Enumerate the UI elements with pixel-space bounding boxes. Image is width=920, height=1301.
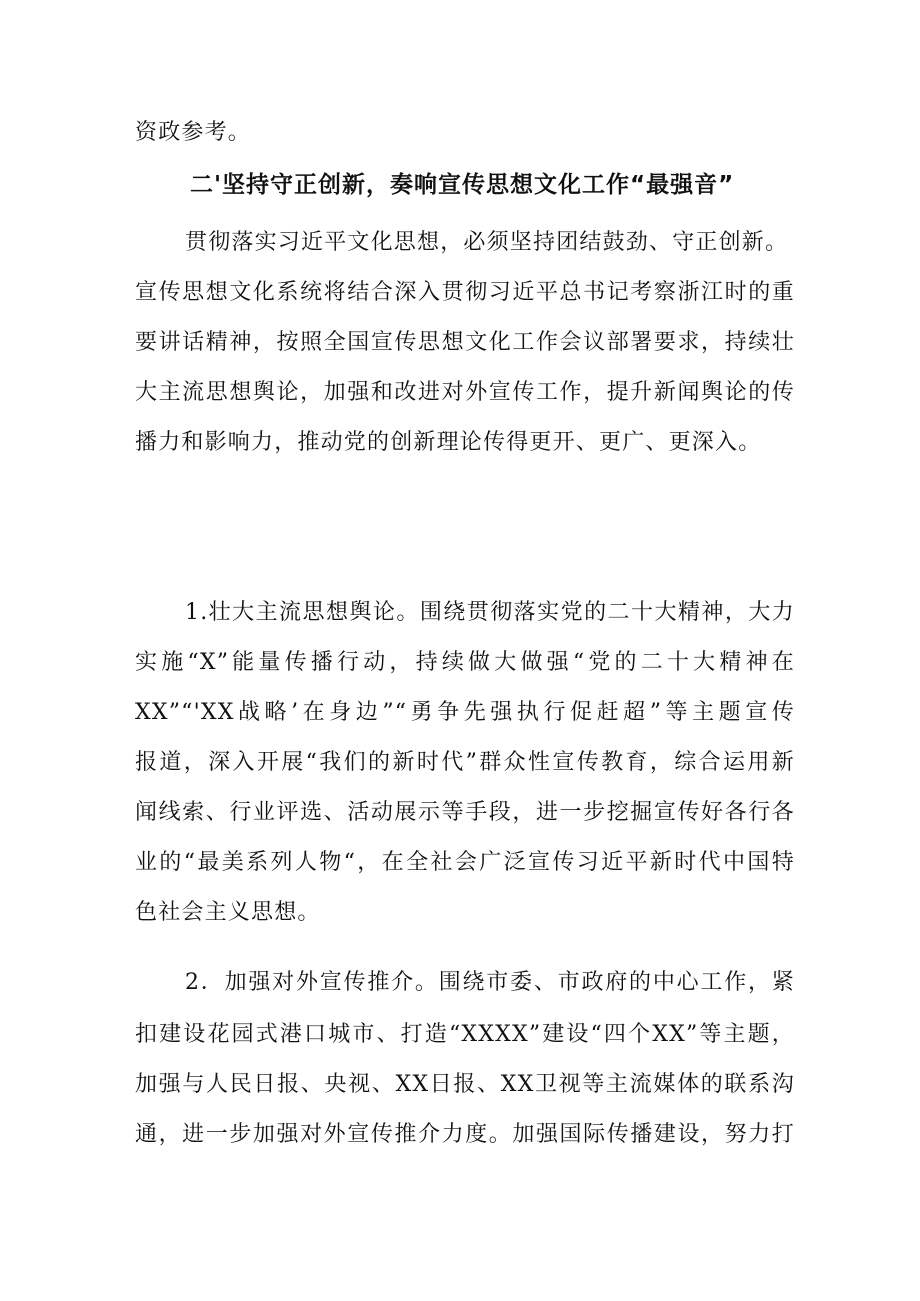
paragraph-line: 加强与人民日报、央视、XX日报、XX卫视等主流媒体的联系沟 — [135, 1072, 795, 1097]
paragraph-line: 播力和影响力，推动党的创新理论传得更开、更广、更深入。 — [135, 430, 762, 455]
paragraph-line: 要讲话精神，按照全国宣传思想文化工作会议部署要求，持续壮 — [135, 330, 795, 355]
paragraph-line: 报道，深入开展“我们的新时代”群众性宣传教育，综合运用新 — [135, 750, 795, 775]
intro-tail-text: 资政参考。 — [135, 120, 252, 145]
paragraph-line: 通，进一步加强对外宣传推介力度。加强国际传播建设，努力打 — [135, 1122, 795, 1147]
paragraph-line: XX”“'XX战略’在身边”“勇争先强执行促赶超”等主题宣传 — [135, 700, 795, 725]
paragraph-line: 贯彻落实习近平文化思想，必须坚持团结鼓劲、守正创新。 — [185, 230, 789, 255]
paragraph-line: 1.壮大主流思想舆论。围绕贯彻落实党的二十大精神，大力 — [185, 600, 795, 625]
paragraph-line: 扣建设花园式港口城市、打造“XXXX”建设“四个XX”等主题， — [135, 1022, 795, 1047]
paragraph-line: 业的“最美系列人物“，在全社会广泛宣传习近平新时代中国特 — [135, 850, 795, 875]
section-heading: 二'坚持守正创新，奏响宣传思想文化工作“最强音” — [190, 172, 735, 198]
paragraph-line: 2．加强对外宣传推介。围绕市委、市政府的中心工作，紧 — [185, 970, 795, 995]
paragraph-line: 色社会主义思想。 — [135, 900, 321, 925]
paragraph-line: 大主流思想舆论，加强和改进对外宣传工作，提升新闻舆论的传 — [135, 380, 795, 405]
paragraph-line: 实施“X”能量传播行动，持续做大做强“党的二十大精神在 — [135, 650, 795, 675]
paragraph-line: 宣传思想文化系统将结合深入贯彻习近平总书记考察浙江时的重 — [135, 280, 795, 305]
paragraph-line: 闻线索、行业评选、活动展示等手段，进一步挖掘宣传好各行各 — [135, 800, 795, 825]
